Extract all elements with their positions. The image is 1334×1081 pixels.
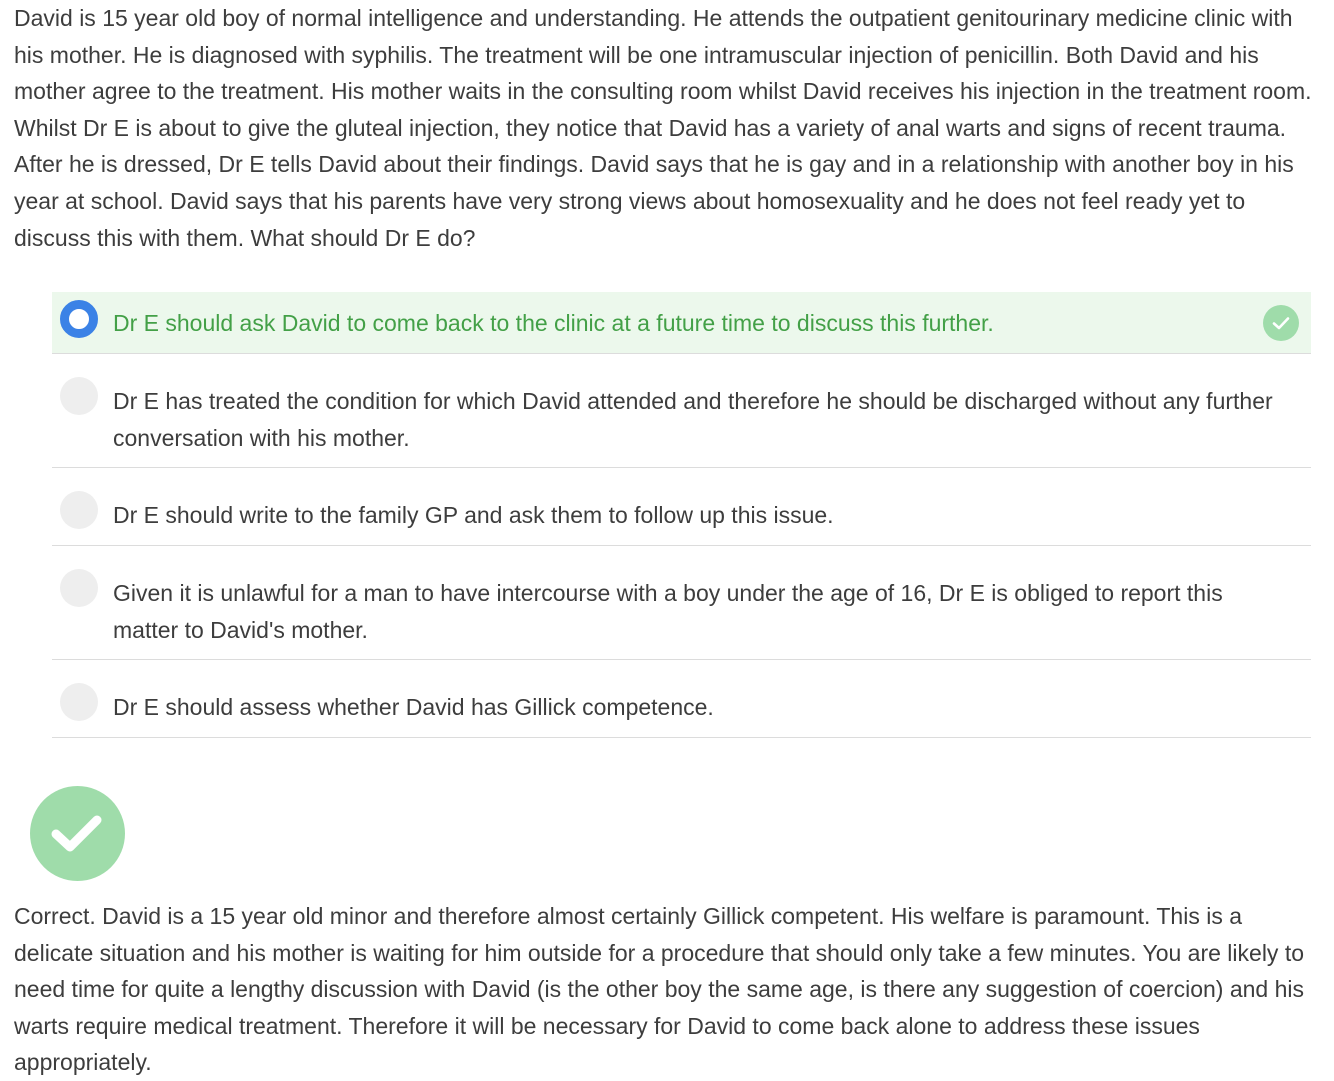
answer-options	[52, 292, 1311, 738]
answer-option-5[interactable]	[52, 660, 1311, 738]
correct-check-icon	[1263, 305, 1299, 341]
answer-option-label: Dr E should ask David to come back to the clinic at a future time to discuss this further.	[113, 310, 994, 336]
radio-selected-icon[interactable]	[60, 300, 98, 338]
answer-option-label: Dr E should assess whether David has Gillick competence.	[113, 694, 714, 720]
answer-option-label: Dr E should write to the family GP and ask them to follow up this issue.	[113, 502, 834, 528]
radio-unselected-icon[interactable]	[60, 569, 98, 607]
answer-option-1[interactable]	[52, 292, 1311, 354]
feedback-text: Correct. David is a 15 year old minor and therefore almost certainly Gillick competent. His welfare is paramount. This is a delicate situation and his mother is waiting for him outside for a procedure that should only take a few minutes. You are likely to need time for quite a lengthy discussion with David (is the other boy the same age, is there any suggestion of coercion) and his warts require medical treatment. Therefore it will be necessary for David to come back alone to address these issues appropriately.	[14, 903, 1304, 1076]
check-circle-icon	[30, 786, 125, 881]
answer-option-2[interactable]	[52, 354, 1311, 468]
answer-option-4[interactable]	[52, 546, 1311, 660]
answer-option-3[interactable]	[52, 468, 1311, 546]
radio-unselected-icon[interactable]	[60, 491, 98, 529]
radio-unselected-icon[interactable]	[60, 377, 98, 415]
radio-unselected-icon[interactable]	[60, 683, 98, 721]
question-text: David is 15 year old boy of normal intelligence and understanding. He attends the outpatient genitourinary medicine clinic with his mother. He is diagnosed with syphilis. The treatment will be one intramuscular injection of penicillin. Both David and his mother agree to the treatment. His mother waits in the consulting room whilst David receives his injection in the treatment room. Whilst Dr E is about to give the gluteal injection, they notice that David has a variety of anal warts and signs of recent trauma. After he is dressed, Dr E tells David about their findings. David says that he is gay and in a relationship with another boy in his year at school. David says that his parents have very strong views about homosexuality and he does not feel ready yet to discuss this with them. What should Dr E do?	[14, 5, 1312, 251]
answer-option-label: Given it is unlawful for a man to have intercourse with a boy under the age of 16, Dr E is obliged to report this matter to David's mother.	[113, 580, 1223, 643]
answer-option-label: Dr E has treated the condition for which David attended and therefore he should be discharged without any further conversation with his mother.	[113, 388, 1273, 451]
